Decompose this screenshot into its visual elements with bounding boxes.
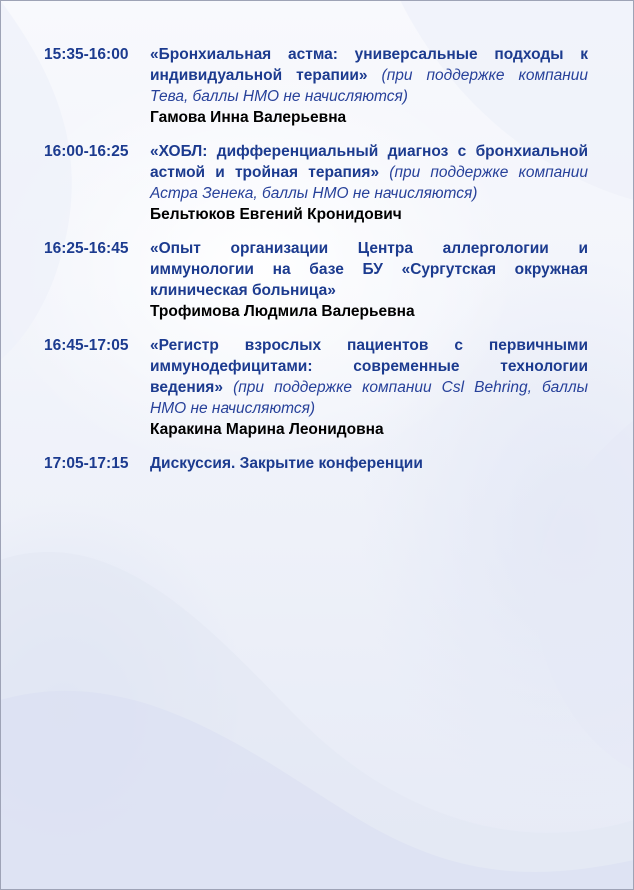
item-sponsor-note: (при поддержке компании Астра Зенека, баллы НМО не начисляются) bbox=[150, 164, 589, 202]
item-title: Дискуссия. Закрытие конференции bbox=[150, 455, 423, 472]
item-time: 17:05-17:15 bbox=[44, 455, 129, 472]
item-time: 16:25-16:45 bbox=[44, 240, 129, 257]
item-time: 16:00-16:25 bbox=[44, 143, 129, 160]
item-time: 15:35-16:00 bbox=[44, 46, 129, 63]
item-speaker: Гамова Инна Валерьевна bbox=[150, 109, 347, 126]
item-sponsor-note: (при поддержке компании Тева, баллы НМО не начисляются) bbox=[150, 67, 588, 105]
item-speaker: Бельтюков Евгений Кронидович bbox=[150, 206, 402, 223]
item-speaker: Трофимова Людмила Валерьевна bbox=[150, 303, 415, 320]
item-time: 16:45-17:05 bbox=[44, 337, 129, 354]
item-sponsor-note: (при поддержке компании Csl Behring, баллы НМО не начисляются) bbox=[150, 379, 589, 417]
item-title: «Опыт организации Центра аллергологии и иммунологии на базе БУ «Сургутская окружная клиническая больница» bbox=[150, 240, 588, 299]
item-speaker: Каракина Марина Леонидовна bbox=[150, 421, 384, 438]
item-title: «ХОБЛ: дифференциальный диагноз с бронхиальной астмой и тройная терапия» bbox=[150, 143, 588, 181]
item-title: «Регистр взрослых пациентов с первичными иммунодефицитами: современные технологии ведения» bbox=[150, 337, 588, 396]
item-title: «Бронхиальная астма: универсальные подходы к индивидуальной терапии» bbox=[150, 46, 588, 84]
